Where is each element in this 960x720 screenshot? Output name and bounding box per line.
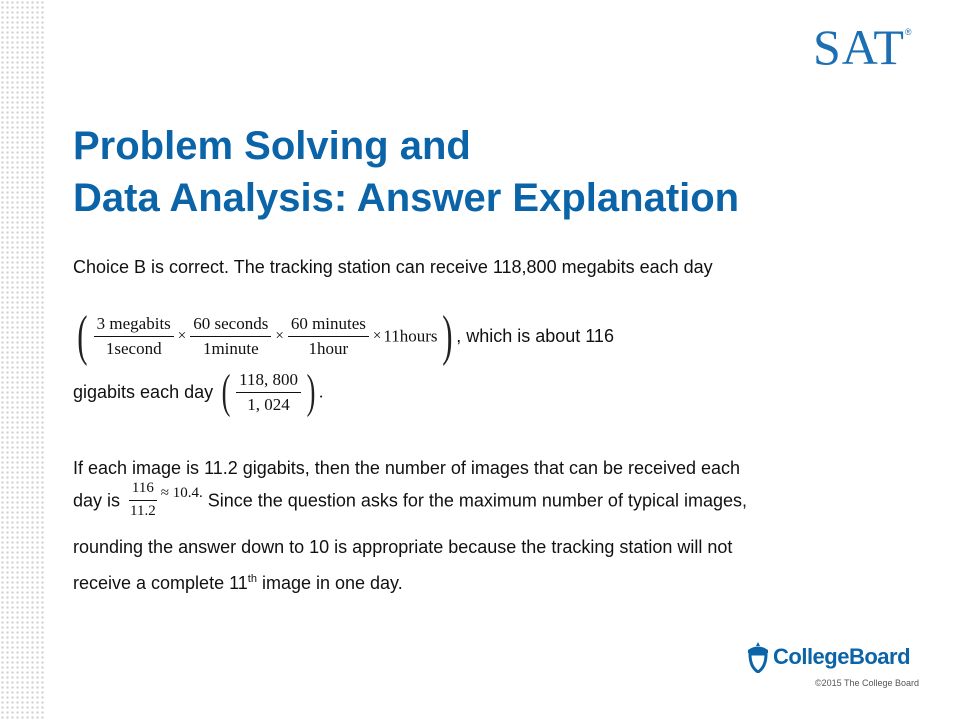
collegeboard-wordmark: CollegeBoard (773, 644, 911, 669)
dotted-border-decoration (0, 0, 46, 720)
since-question-text: Since the question asks for the maximum number of typical images, (207, 490, 747, 511)
fraction-numerator: 60 minutes (288, 315, 369, 337)
left-parenthesis: ( (221, 365, 231, 418)
fraction-denominator: 1hour (308, 338, 349, 358)
fraction-megabits-to-gigabits (236, 371, 301, 414)
fraction-seconds-per-minute (190, 315, 271, 358)
explanation-para2-line-1: If each image is 11.2 gigabits, then the number of images that can be received each (73, 458, 741, 478)
right-parenthesis: ) (306, 365, 316, 418)
day-is-text: day is (73, 490, 121, 511)
fraction-denominator: 11.2 (130, 502, 156, 519)
approximation-result: ≈ 10.4. (160, 484, 203, 501)
sat-logo-text: SAT (813, 19, 905, 75)
fraction-numerator: 116 (129, 481, 157, 501)
times-sign: × (177, 327, 187, 344)
trademark-mark: ® (904, 27, 913, 37)
sat-logo (813, 19, 913, 75)
explanation-para2-line-4 (73, 574, 403, 592)
fraction-denominator: 1second (105, 338, 162, 358)
fraction-denominator: 1, 024 (247, 394, 290, 414)
gigabits-each-day-text: gigabits each day (73, 382, 214, 402)
gigabits-line (73, 365, 324, 418)
title-line-2: Data Analysis: Answer Explanation (73, 176, 740, 220)
hours-factor: 11hours (383, 326, 438, 346)
line4-text-end: image in one day. (256, 573, 403, 593)
fraction-numerator: 118, 800 (236, 371, 301, 393)
copyright-notice: ©2015 The College Board (815, 678, 920, 688)
fraction-numerator: 60 seconds (190, 315, 271, 337)
fraction-megabits-per-second (94, 315, 174, 358)
times-sign: × (372, 327, 382, 344)
fraction-numerator: 3 megabits (94, 315, 174, 337)
explanation-sentence-1: Choice B is correct. The tracking station can receive 118,800 megabits each day (73, 257, 713, 277)
fraction-minutes-per-hour (288, 315, 369, 358)
period-mark: . (318, 382, 324, 402)
times-sign: × (275, 327, 284, 344)
ordinal-superscript: th (247, 573, 257, 585)
fraction-denominator: 1minute (202, 338, 259, 358)
explanation-para2-line-3: rounding the answer down to 10 is appropriate because the tracking station will not (73, 537, 733, 557)
line4-text-start: receive a complete 11 (73, 573, 248, 593)
right-parenthesis: ) (441, 305, 452, 367)
which-is-about-text: , which is about 116 (456, 326, 614, 346)
acorn-icon (746, 641, 770, 673)
fraction-images-per-day (127, 481, 159, 520)
product-expression-line (73, 305, 614, 367)
collegeboard-logo (746, 641, 910, 673)
title-line-1: Problem Solving and (73, 124, 471, 168)
left-parenthesis: ( (77, 305, 88, 367)
page-title (73, 120, 739, 224)
explanation-para2-line-2 (73, 481, 747, 520)
